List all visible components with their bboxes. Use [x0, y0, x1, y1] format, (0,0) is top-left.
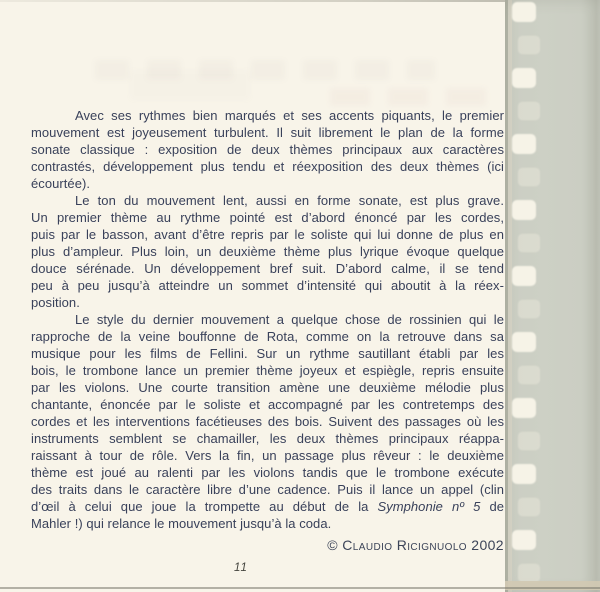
film-sprocket-hole: [512, 200, 536, 220]
text-line: Le style du dernier mouvement a quelque chose de rossinien qui le: [75, 312, 504, 327]
text-line: par les violons. Une courte transition amène une deuxième mélodie plus: [31, 380, 504, 395]
film-sprocket-hole: [518, 36, 540, 54]
paragraph-3: [31, 311, 504, 532]
text-line: raissant à tour de rôle. Vers la fin, un passage plus rêveur : le deuxième: [31, 448, 504, 463]
text-line: sonate classique : exposition de deux thèmes principaux aux caractères: [31, 142, 504, 157]
show-through-ghost: [330, 88, 495, 106]
text-line: position.: [31, 295, 80, 310]
film-sprocket-hole: [512, 2, 536, 22]
text-line: rapproche de la veine bouffonne de Rota, comme on la retrouve dans sa: [31, 329, 504, 344]
text-line: instruments semblent se chamailler, les deux thèmes principaux réappa-: [31, 431, 504, 446]
page-bottom-edge: [0, 587, 600, 589]
film-sprocket-hole: [518, 102, 540, 120]
text-line: chantante, énoncée par le soliste et accompagné par les contretemps des: [31, 397, 504, 412]
film-sprocket-hole: [518, 234, 540, 252]
paragraph-1: [31, 107, 504, 192]
liner-notes-text: [31, 107, 504, 532]
text-line-with-title: [31, 498, 504, 515]
filmstrip-decoration: [505, 0, 600, 592]
text-line: Le ton du mouvement lent, aussi en forme sonate, est plus grave.: [75, 193, 504, 208]
text-line: musique pour les films de Fellini. Sur un rythme sautillant établi par les: [31, 346, 504, 361]
work-title-italic: Symphonie nº 5: [377, 499, 481, 514]
film-sprocket-hole: [518, 564, 540, 582]
text-segment: de: [480, 499, 504, 514]
text-line: cordes et les interventions facétieuses des bois. Suivent des passages où les: [31, 414, 504, 429]
text-line: plus d’ampleur. Plus loin, un deuxième thème plus lyrique évoque quelque: [31, 244, 504, 259]
copyright-line: © Claudio Ricignuolo 2002: [327, 537, 504, 553]
text-line: Avec ses rythmes bien marqués et ses accents piquants, le premier: [75, 108, 504, 123]
film-sprocket-hole: [512, 266, 536, 286]
text-segment: d’œil à celui que joue la trompette au début de la: [31, 499, 378, 514]
film-sprocket-hole: [518, 168, 540, 186]
text-line: écourtée).: [31, 176, 91, 191]
show-through-ghost: [130, 70, 250, 100]
film-sprocket-hole: [512, 68, 536, 88]
page-number: 11: [234, 562, 248, 574]
text-line: Un premier thème au rythme pointé est d’abord énoncé par les cordes,: [31, 210, 504, 225]
text-line: des traits dans le caractère libre d’une cadence. Puis il lance un appel (clin: [31, 482, 504, 497]
text-line: thème est joué au ralenti par les violons tandis que le trombone exécute: [31, 465, 504, 480]
text-line: Mahler !) qui relance le mouvement jusqu’à la coda.: [31, 516, 332, 531]
film-sprocket-hole: [512, 332, 536, 352]
text-line: douce sérénade. Un développement bref suit. D’abord calme, il se tend: [31, 261, 504, 276]
film-sprocket-hole: [512, 530, 536, 550]
film-sprocket-hole: [512, 134, 536, 154]
filmstrip-sprocket-holes: [512, 2, 542, 592]
film-sprocket-hole: [512, 464, 536, 484]
text-line: peu à peu jusqu’à atteindre un sommet d’intensité qui aboutit à la réex-: [31, 278, 504, 293]
text-line: mouvement est joyeusement turbulent. Il suit librement le plan de la forme: [31, 125, 504, 140]
film-sprocket-hole: [518, 366, 540, 384]
film-sprocket-hole: [512, 398, 536, 418]
film-sprocket-hole: [518, 498, 540, 516]
show-through-ghost: [95, 60, 435, 80]
film-sprocket-hole: [518, 300, 540, 318]
text-line: contrastés, développement plus tendu et réexposition des deux thèmes (ici: [31, 159, 504, 174]
text-line: bois, le trombone lance un premier thème joyeux et espiègle, repris ensuite: [31, 363, 504, 378]
film-sprocket-hole: [518, 432, 540, 450]
text-line: puis par le basson, avant d’être repris par le soliste qui lui donne de plus en: [31, 227, 504, 242]
paragraph-2: [31, 192, 504, 311]
